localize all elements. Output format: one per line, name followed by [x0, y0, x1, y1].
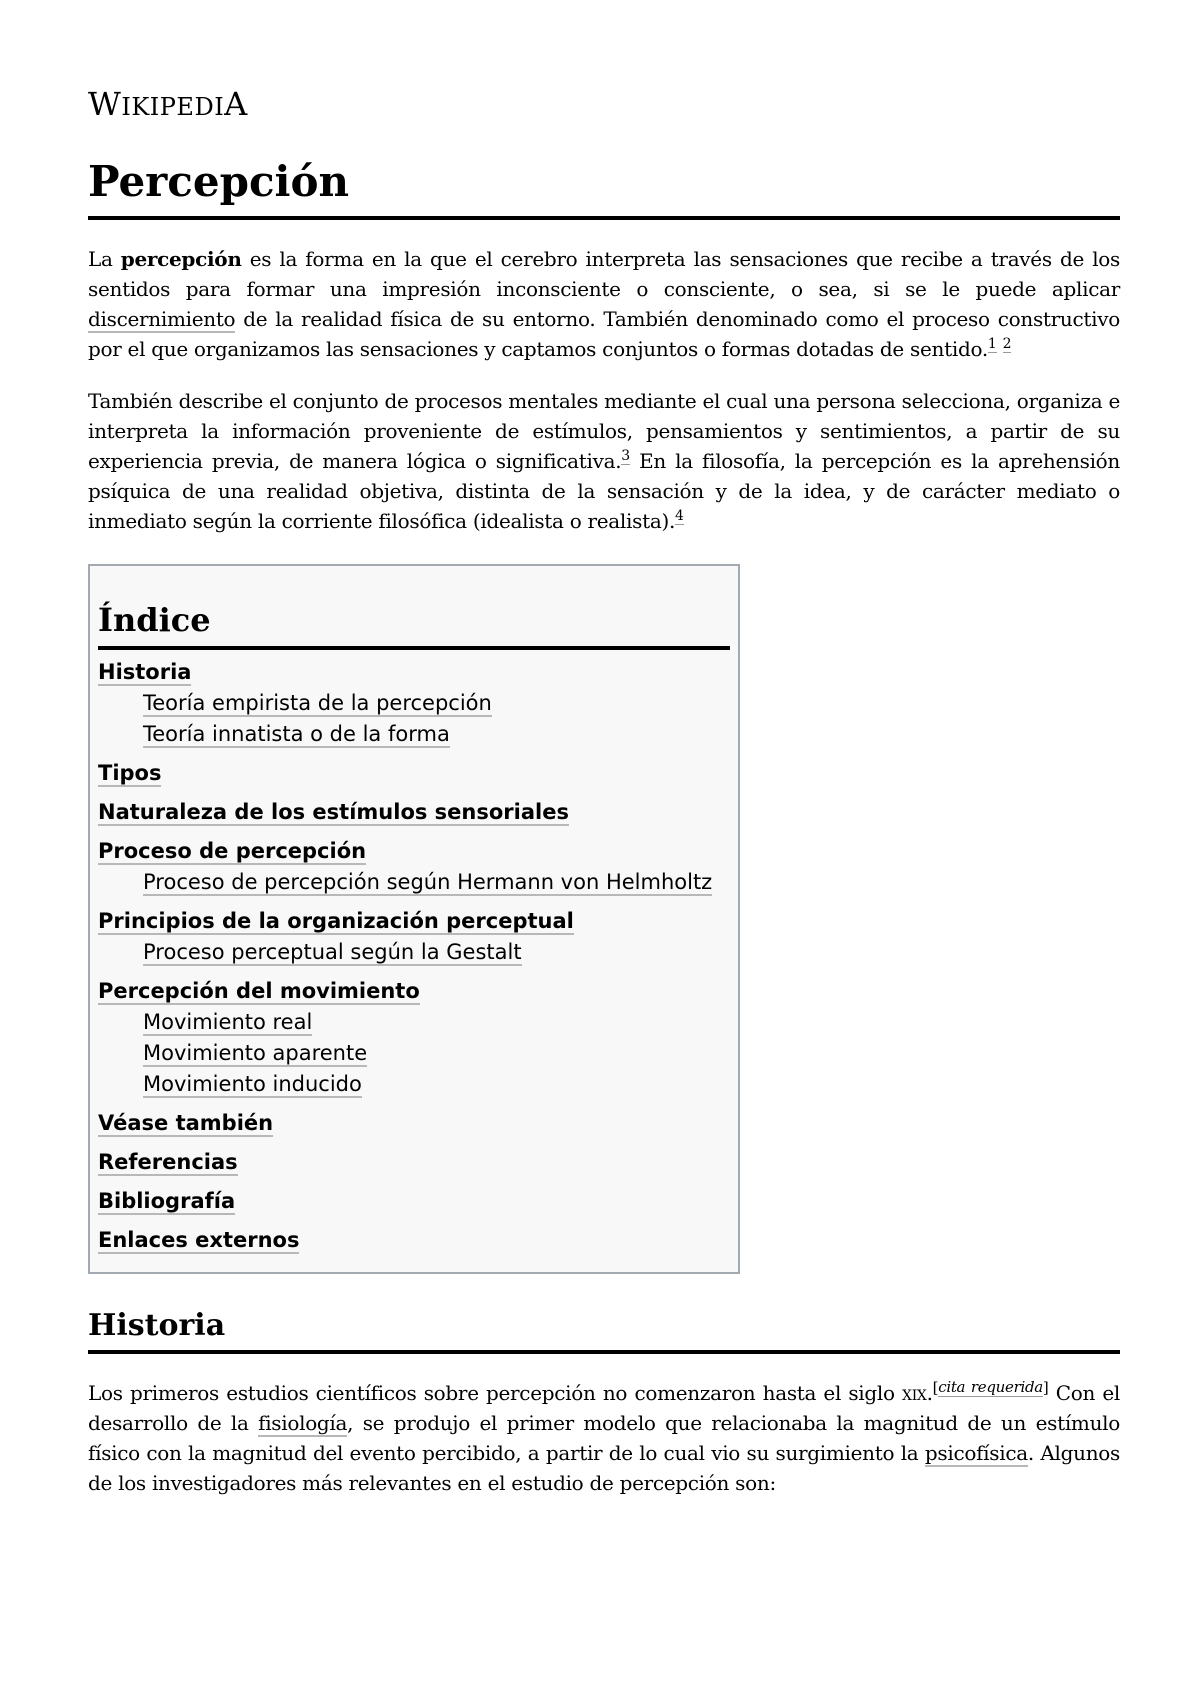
- toc-subitem: [98, 1038, 730, 1069]
- toc-sublink[interactable]: Teoría empirista de la percepción: [143, 691, 492, 715]
- reference-4: [675, 508, 684, 525]
- citation-needed-label: cita requerida: [938, 1378, 1043, 1397]
- citation-needed[interactable]: [933, 1378, 1049, 1397]
- toc-link[interactable]: Principios de la organización perceptual: [98, 909, 574, 933]
- toc-link[interactable]: Referencias: [98, 1150, 238, 1174]
- link-fisiologia[interactable]: fisiología: [258, 1411, 348, 1435]
- toc-subitem: [98, 1069, 730, 1100]
- text-run: Con el desarrollo de la: [88, 1381, 1120, 1435]
- toc-item: [98, 905, 730, 968]
- wordmark-initial: W: [88, 85, 122, 123]
- toc-sublist: [98, 688, 730, 750]
- toc-item: [98, 757, 730, 789]
- toc-sublink[interactable]: Teoría innatista o de la forma: [143, 722, 450, 746]
- text-run: . Algunos de los investigadores más relevantes en el estudio de percepción son:: [88, 1441, 1120, 1495]
- toc-sublist: [98, 867, 730, 898]
- toc-link[interactable]: Véase también: [98, 1111, 274, 1135]
- toc-link[interactable]: Proceso de percepción: [98, 839, 367, 863]
- toc-list: [98, 656, 730, 1256]
- text-run: También describe el conjunto de procesos mentales mediante el cual una persona selecciona, organiza e interpreta la información proveniente de estímulos, pensamientos y sentimientos, a partir de su experiencia previa, de manera lógica o significativa.: [88, 389, 1120, 473]
- toc-subitem: [98, 688, 730, 719]
- toc-link[interactable]: Tipos: [98, 761, 162, 785]
- reference-link-1[interactable]: 1: [987, 336, 997, 353]
- reference-link-3[interactable]: 3: [621, 448, 630, 465]
- century-numeral: xix: [902, 1381, 927, 1405]
- reference-link-2[interactable]: 2: [1002, 336, 1012, 353]
- wikipedia-wordmark[interactable]: [88, 84, 1120, 124]
- toc-sublink[interactable]: Movimiento aparente: [143, 1041, 368, 1065]
- section-heading-historia: Historia: [88, 1306, 1120, 1354]
- reference-1: [988, 336, 997, 353]
- text-run: de la realidad física de su entorno. También denominado como el proceso constructivo por el que organizamos las sensaciones y captamos conjuntos o formas dotadas de sentido.: [88, 307, 1120, 361]
- toc-link[interactable]: Enlaces externos: [98, 1228, 300, 1252]
- wordmark-smallcaps: IKIPEDI: [121, 93, 225, 121]
- history-paragraph: [88, 1378, 1120, 1498]
- toc-item: [98, 796, 730, 828]
- toc-subitem: [98, 867, 730, 898]
- citation-bracket: ]: [1042, 1378, 1049, 1397]
- citation-bracket: [: [932, 1378, 939, 1397]
- link-psicofisica[interactable]: psicofísica: [924, 1441, 1028, 1465]
- article-page: [88, 0, 1120, 1498]
- wordmark-final: A: [224, 85, 248, 123]
- toc-item: [98, 835, 730, 898]
- toc-item: [98, 1185, 730, 1217]
- text-run: , se produjo el primer modelo que relacionaba la magnitud de un estímulo físico con la magnitud del evento percibido, a partir de lo cual vio su surgimiento la: [88, 1411, 1121, 1465]
- toc-heading: Índice: [98, 598, 730, 650]
- toc-item: [98, 1146, 730, 1178]
- reference-3: [621, 448, 630, 465]
- toc-item: [98, 975, 730, 1100]
- intro-paragraph-2: [88, 386, 1120, 536]
- toc-link[interactable]: Percepción del movimiento: [98, 979, 420, 1003]
- toc-sublist: [98, 937, 730, 968]
- toc-sublist: [98, 1007, 730, 1100]
- bold-term: percepción: [120, 247, 242, 271]
- toc-subitem: [98, 719, 730, 750]
- link-discernimiento[interactable]: discernimiento: [88, 307, 236, 331]
- toc-item: [98, 656, 730, 750]
- toc-item: [98, 1107, 730, 1139]
- text-run: En la filosofía, la percepción es la aprehensión psíquica de una realidad objetiva, distinta de la sensación y de la idea, y de carácter mediato o inmediato según la corriente filosófica (idealista o realista).: [88, 449, 1120, 533]
- text-run: Los primeros estudios científicos sobre percepción no comenzaron hasta el siglo: [88, 1381, 903, 1405]
- toc-link[interactable]: Naturaleza de los estímulos sensoriales: [98, 800, 569, 824]
- table-of-contents: [88, 564, 740, 1274]
- toc-subitem: [98, 1007, 730, 1038]
- toc-subitem: [98, 937, 730, 968]
- page-title: Percepción: [88, 154, 1120, 220]
- reference-2: [1003, 336, 1012, 353]
- text-run: .: [926, 1381, 933, 1405]
- toc-link[interactable]: Bibliografía: [98, 1189, 236, 1213]
- text-run: La: [88, 247, 121, 271]
- toc-sublink[interactable]: Movimiento real: [143, 1010, 313, 1034]
- reference-link-4[interactable]: 4: [675, 508, 684, 525]
- toc-item: [98, 1224, 730, 1256]
- intro-paragraph-1: [88, 244, 1120, 364]
- toc-sublink[interactable]: Proceso perceptual según la Gestalt: [143, 940, 522, 964]
- toc-sublink[interactable]: Movimiento inducido: [143, 1072, 362, 1096]
- toc-sublink[interactable]: Proceso de percepción según Hermann von Helmholtz: [143, 870, 713, 894]
- toc-link[interactable]: Historia: [98, 660, 192, 684]
- text-run: es la forma en la que el cerebro interpreta las sensaciones que recibe a través de los sentidos para formar una impresión inconsciente o consciente, o sea, si se le puede aplicar: [88, 247, 1120, 301]
